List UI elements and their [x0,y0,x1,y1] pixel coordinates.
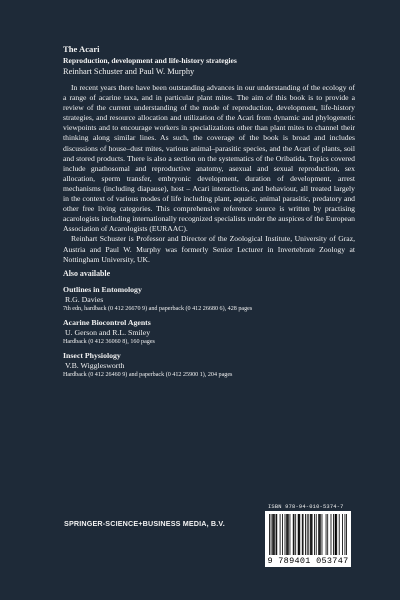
barcode-bar [280,514,281,555]
also-available-heading: Also available [63,268,111,278]
related-book [63,285,355,314]
barcode-bar [287,514,288,555]
barcode-bar [293,514,294,555]
barcode-bar [331,514,332,555]
barcode-bar [276,514,277,555]
barcode-bar [319,514,320,555]
barcode-bar [299,514,300,555]
related-book [63,351,355,380]
barcode-bar [322,514,323,555]
barcode-bar [305,514,306,555]
barcode-bar [336,514,337,555]
book-title: The Acari [63,44,100,54]
barcode-bar [302,514,303,555]
barcode-bar [326,514,327,555]
blurb-paragraph-authors-bio: Reinhart Schuster is Professor and Director of the Zoological Institute, University of Graz, Austria and Paul W. Murphy was formerly Senior Lecturer in Invertebrate Zoology at Nottingham University, UK. [63,234,355,264]
barcode-bar [303,514,304,555]
barcode-bar [274,514,275,555]
barcode-bar [269,514,270,555]
book-subtitle: Reproduction, development and life-history strategies [63,56,237,65]
barcode [265,511,351,567]
related-book-authors: R.G. Davies [65,294,104,304]
book-authors: Reinhart Schuster and Paul W. Murphy [63,67,195,76]
cover-content [63,44,355,384]
barcode-bar [273,514,274,555]
barcode-bar [307,514,308,555]
related-book-details: Hardback (0 412 26460 9) and paperback (0 412 25900 1), 204 pages [63,371,233,378]
barcode-bar [272,514,273,555]
blurb-paragraph-description: In recent years there have been outstanding advances in our understanding of the ecology of a range of acarine taxa, and in particular plant mites. The aim of this book is to provide a review of the current understanding of the mode of reproduction, development, life-history strategies, and resource allocation and utilization of the Acari from dynamic and phylogenetic viewpoints and to encourage workers in specializations other than plant mites to channel their thinking along similar lines. As such, the coverage of the book is broad and includes discussions of house–dust mites, various animal–parasitic species, and the Acari of plants, soil and stored products. There is also a section on the systematics of the Oribatida. Topics covered include gnathosomal and reproductive anatomy, asexual and sexual reproduction, sex allocation, sperm transfer, embryonic development, duration of development, arrest mechanisms (including diapause), host – Acari interactions, and behaviour, all treated largely in the context of various modes of life including plant, aquatic, animal parasitic, predatory and other free living categories. This comprehensive reference source is written by practising acarologists including internationally recognized specialists under the auspices of the European Association of Acarologists (EURAAC). [63,83,355,234]
barcode-bar [299,514,300,555]
related-book-authors: V.B. Wigglesworth [65,360,125,370]
related-book [63,318,355,347]
related-book-details: 7th edn, hardback (0 412 26670 9) and paperback (0 412 26680 6), 428 pages [63,305,253,312]
barcode-bar [335,514,336,555]
barcode-bar [339,514,340,555]
related-book-title: Insect Physiology [63,350,121,360]
barcode-bar [310,514,311,555]
barcode-bar [308,514,309,555]
barcode-bar [288,514,289,555]
barcode-bar [294,514,295,555]
publisher-name: SPRINGER-SCIENCE+BUSINESS MEDIA, B.V. [64,519,225,528]
barcode-bar [298,514,299,555]
barcode-bar [312,514,313,555]
barcode-bar [342,514,343,555]
related-book-title: Outlines in Entomology [63,284,142,294]
barcode-bar [316,514,317,555]
barcode-bar [286,514,287,555]
related-book-authors: U. Gerson and R.L. Smiley [65,327,151,337]
barcode-bar [333,514,334,555]
barcode-bar [311,514,312,555]
barcode-bar [346,514,347,555]
barcode-bars [269,514,347,555]
barcode-bar [295,514,296,555]
barcode-bar [285,514,286,555]
barcode-bar [318,514,319,555]
isbn-text: ISBN 978-94-010-5374-7 [268,504,344,510]
barcode-bar [276,514,277,555]
barcode-bar [345,514,346,555]
related-book-details: Hardback (0 412 36060 8), 160 pages [63,338,155,345]
barcode-bar [336,514,337,555]
barcode-bar [314,514,315,555]
related-book-title: Acarine Biocontrol Agents [63,317,151,327]
blurb [63,83,355,265]
barcode-bar [327,514,328,555]
barcode-bar [271,514,272,555]
barcode-bar [320,514,321,555]
barcode-bar [282,514,283,555]
barcode-digits: 9 789401 053747 [267,556,349,566]
barcode-bar [290,514,291,555]
